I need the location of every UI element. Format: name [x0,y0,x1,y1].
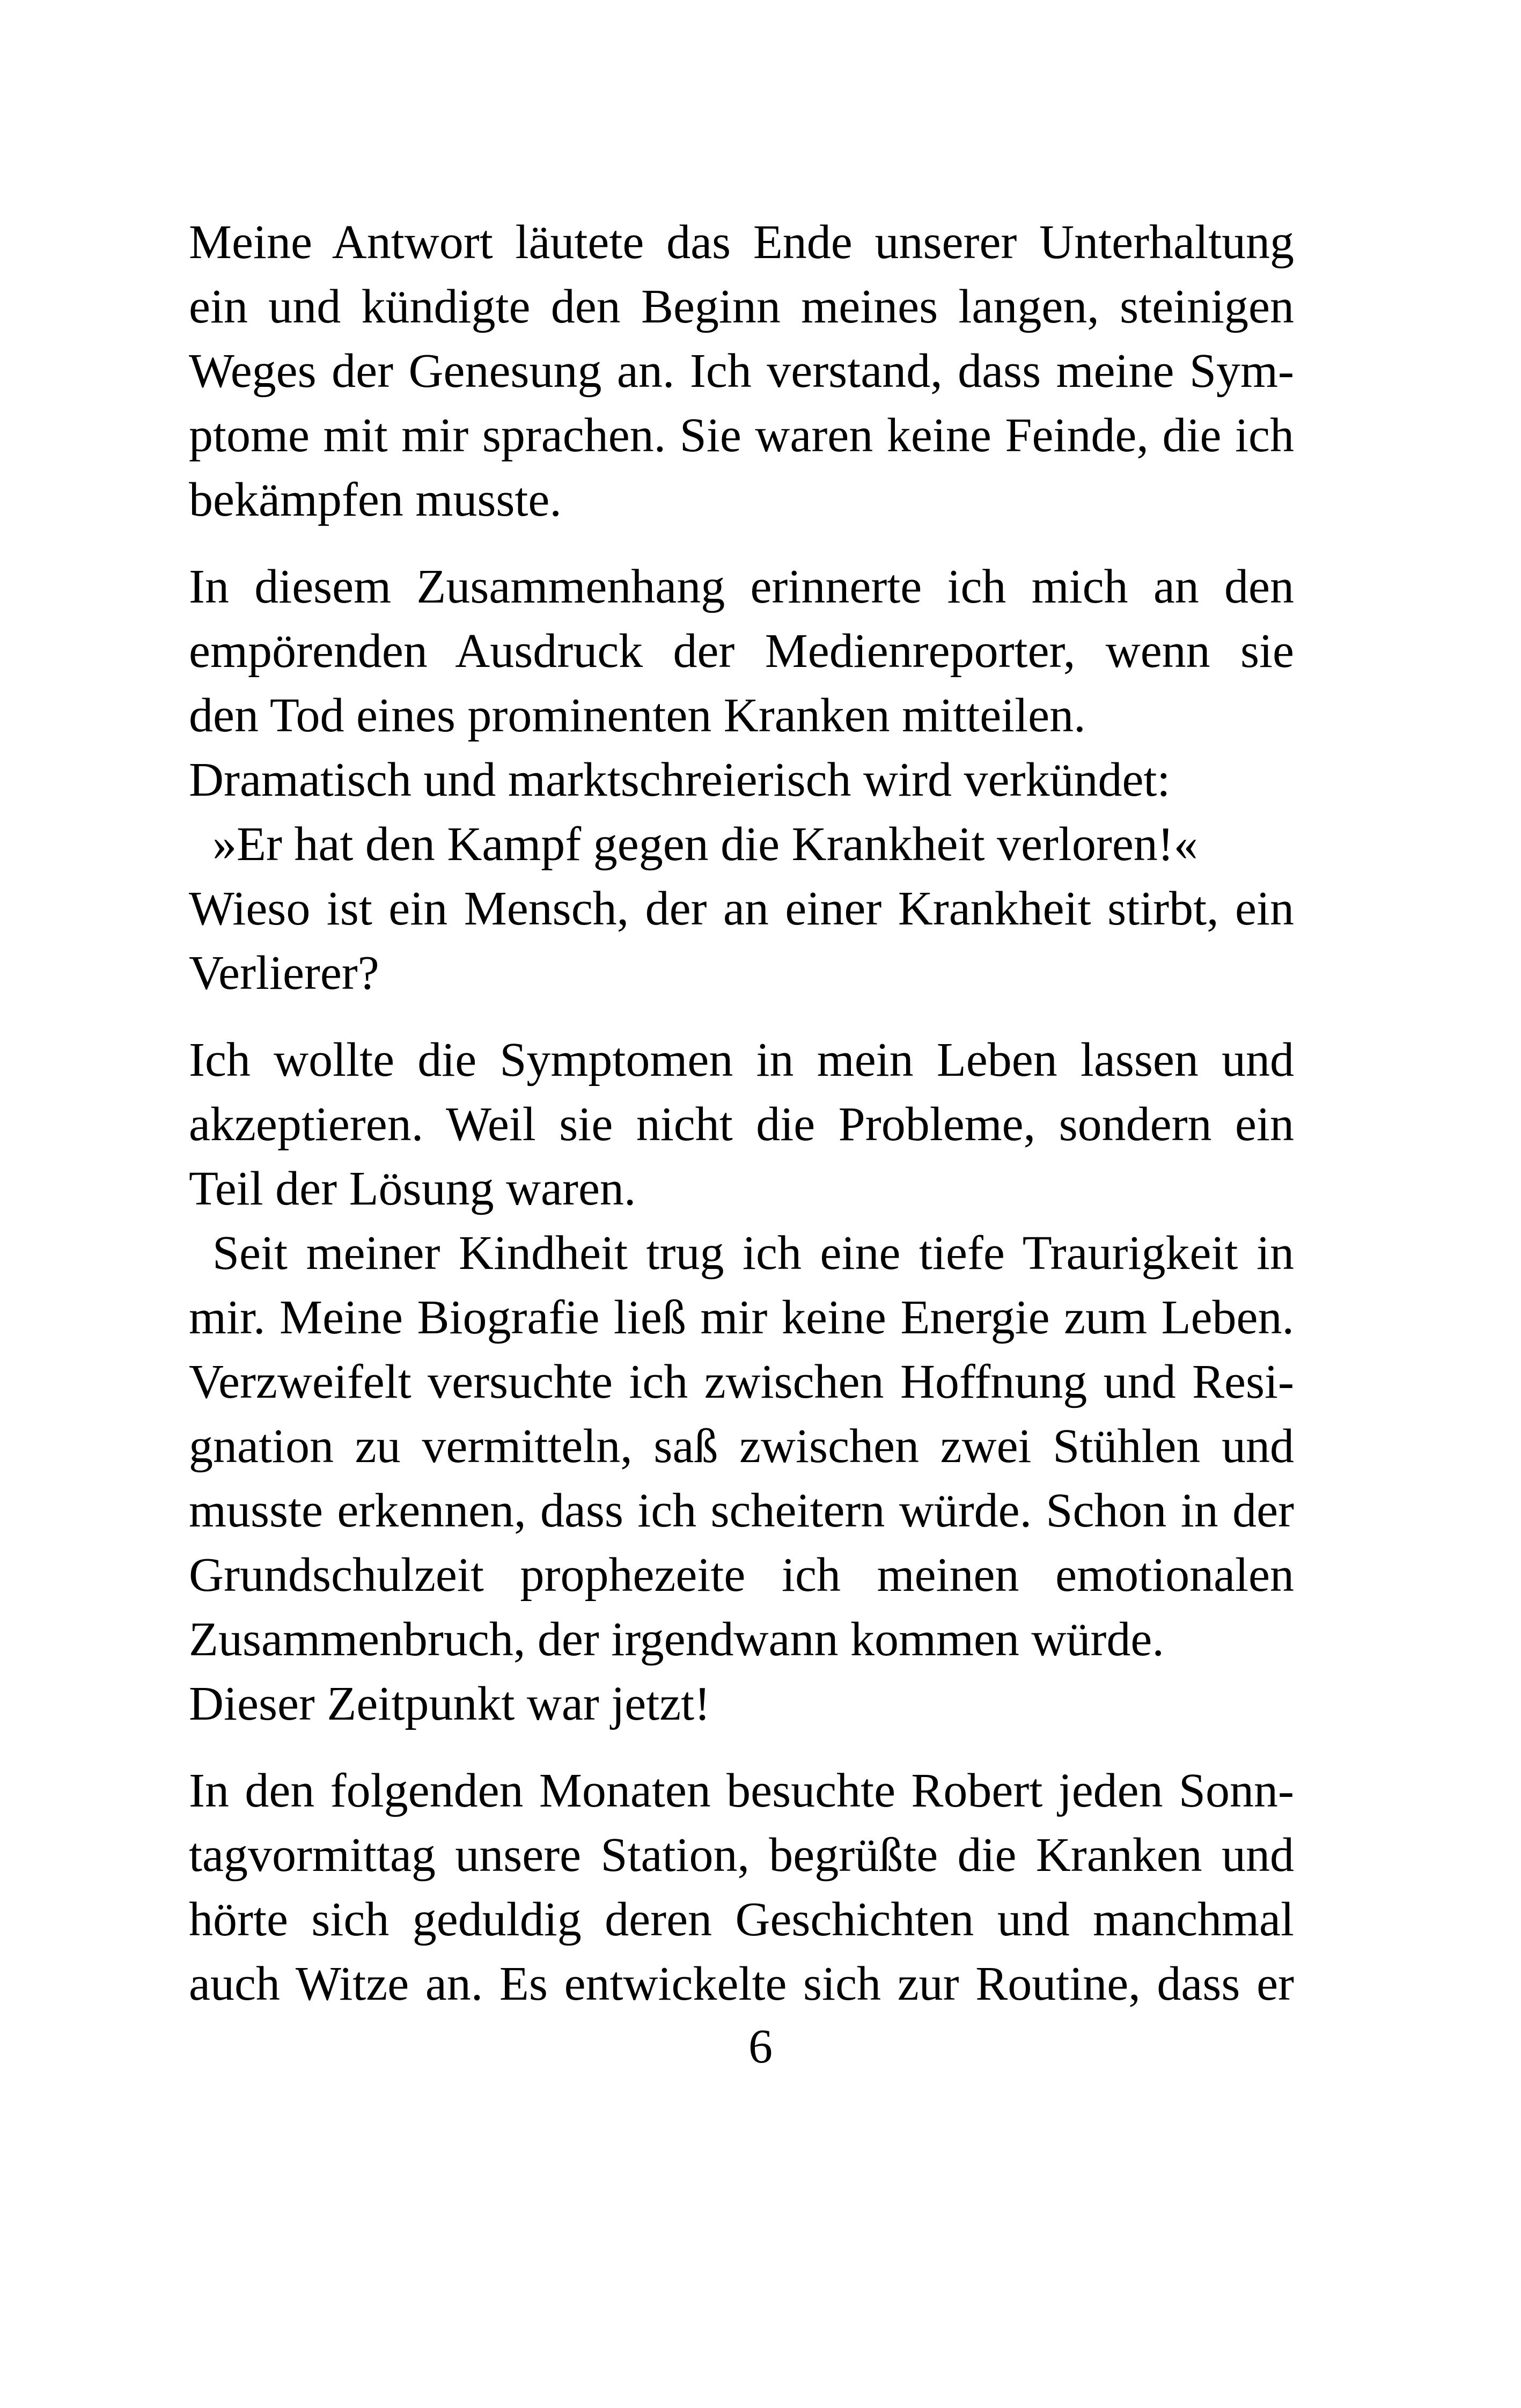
text-line: empörenden Ausdruck der Medienreporter, wenn sie [189,625,1294,678]
text-line: musste erkennen, dass ich scheitern würde. Schon in der [189,1484,1294,1537]
text-line: In den folgenden Monaten besuchte Robert jeden Sonn- [189,1764,1294,1817]
text-line: Meine Antwort läutete das Ende unserer Unterhaltung [189,216,1294,269]
quoted-line: »Er hat den Kampf gegen die Krankheit verloren!« [212,818,1198,871]
paragraph-3 [189,1028,1294,1221]
paragraph-2 [189,555,1294,1005]
page-number: 6 [748,2020,773,2073]
text-line: In diesem Zusammenhang erinnerte ich mich an den [189,560,1294,613]
text-line: gnation zu vermitteln, saß zwischen zwei Stühlen und [189,1420,1294,1473]
text-line: tagvormittag unsere Station, begrüßte die Kranken und [189,1829,1294,1882]
text-line: Teil der Lösung waren. [189,1162,636,1215]
paragraph-4 [189,1221,1294,1736]
text-line: ptome mit mir sprachen. Sie waren keine Feinde, die ich [189,409,1294,462]
text-line: Ich wollte die Symptomen in mein Leben lassen und [189,1033,1294,1086]
text-line: Dieser Zeitpunkt war jetzt! [189,1677,711,1730]
text-line: Dramatisch und marktschreierisch wird verkündet: [189,753,1171,806]
text-line: mir. Meine Biografie ließ mir keine Energie zum Leben. [189,1291,1294,1344]
text-line: akzeptieren. Weil sie nicht die Probleme, sondern ein [189,1098,1294,1151]
text-line: Weges der Genesung an. Ich verstand, dass meine Sym- [189,344,1294,398]
text-line: Wieso ist ein Mensch, der an einer Krankheit stirbt, ein [189,882,1294,935]
text-line: den Tod eines prominenten Kranken mitteilen. [189,689,1086,742]
text-line: auch Witze an. Es entwickelte sich zur Routine, dass er [189,1957,1294,2010]
paragraph-5 [189,1759,1294,2016]
text-line: Verzweifelt versuchte ich zwischen Hoffnung und Resi- [189,1355,1294,1408]
text-line: Grundschulzeit prophezeite ich meinen emotionalen [189,1548,1294,1602]
text-line: Zusammenbruch, der irgendwann kommen würde. [189,1613,1164,1666]
text-line: bekämpfen musste. [189,473,562,526]
text-line: Seit meiner Kindheit trug ich eine tiefe Traurigkeit in [212,1227,1294,1280]
paragraph-1 [189,210,1294,532]
text-line: ein und kündigte den Beginn meines langen, steinigen [189,280,1294,333]
body-text [189,210,1294,2016]
text-line: hörte sich geduldig deren Geschichten und manchmal [189,1893,1294,1946]
text-line: Verlierer? [189,946,379,1000]
